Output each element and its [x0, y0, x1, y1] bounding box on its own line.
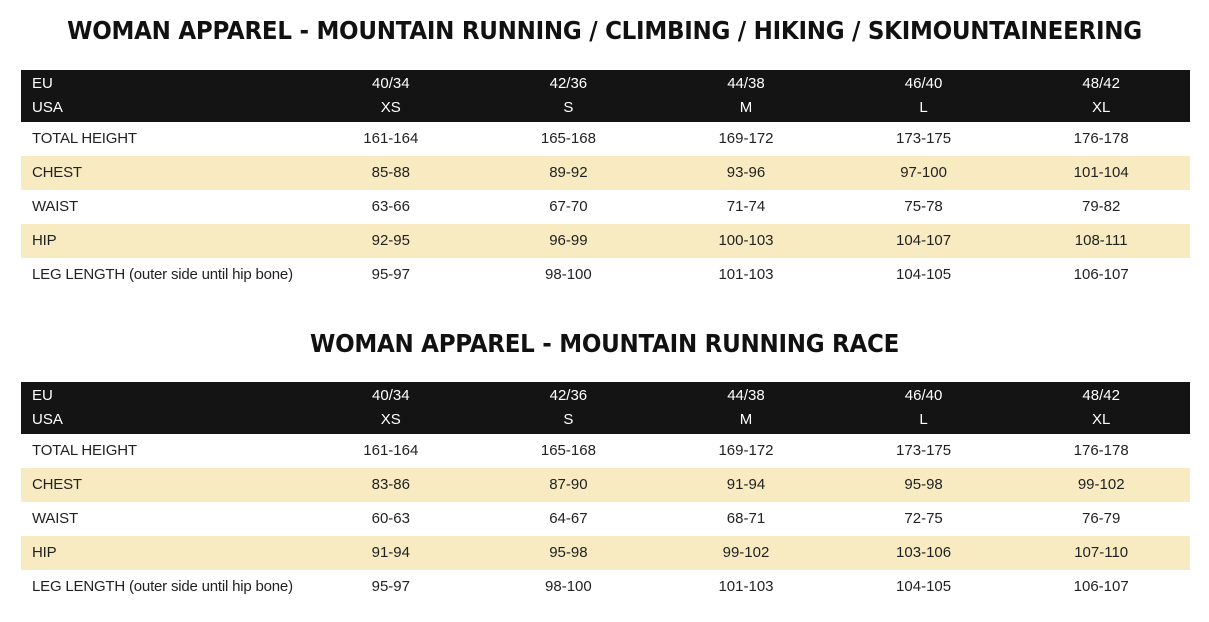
measurement-value: 96-99 [480, 224, 658, 258]
table-row [21, 156, 1190, 190]
eu-label: EU [32, 387, 53, 404]
measurement-value: 95-97 [371, 578, 410, 595]
measurement-label: LEG LENGTH (outer side until hip bone) [32, 578, 293, 595]
eu-size: 44/38 [727, 75, 765, 92]
eu-size: 40/34 [372, 387, 410, 404]
measurement-value: 104-107 [835, 224, 1013, 258]
table-row [21, 190, 1190, 224]
measurement-value: 89-92 [480, 156, 658, 190]
usa-size: XS [380, 99, 401, 116]
measurement-value: 75-78 [904, 198, 943, 215]
usa-size: L [919, 99, 928, 116]
size-column-header [835, 70, 1013, 122]
measurement-label: WAIST [32, 510, 78, 527]
measurement-value: 161-164 [363, 442, 419, 459]
measurement-value: 161-164 [363, 130, 419, 147]
measurement-value: 176-178 [1073, 442, 1129, 459]
size-table [21, 70, 1190, 292]
usa-label: USA [32, 99, 63, 116]
measurement-value: 63-66 [371, 198, 410, 215]
measurement-value: 71-74 [726, 198, 766, 215]
measurement-value: 97-100 [835, 156, 1013, 190]
measurement-value: 85-88 [302, 156, 480, 190]
usa-size: M [739, 99, 753, 116]
table-row [21, 258, 1190, 292]
measurement-value: 95-98 [835, 468, 1013, 502]
measurement-label: WAIST [32, 198, 78, 215]
size-column-header [1012, 70, 1190, 122]
eu-size: 42/36 [549, 75, 588, 92]
eu-label: EU [32, 75, 53, 92]
eu-size: 46/40 [904, 75, 943, 92]
measurement-value: 103-106 [835, 536, 1013, 570]
measurement-value: 106-107 [1073, 266, 1129, 283]
eu-size: 46/40 [904, 387, 943, 404]
measurement-label: TOTAL HEIGHT [32, 130, 137, 147]
table-row [21, 570, 1190, 604]
measurement-value: 72-75 [904, 510, 943, 527]
measurement-value: 95-98 [480, 536, 658, 570]
measurement-label: HIP [21, 224, 302, 258]
size-column-header [835, 382, 1013, 434]
eu-size: 44/38 [727, 387, 765, 404]
measurement-value: 79-82 [1082, 198, 1121, 215]
measurement-label: LEG LENGTH (outer side until hip bone) [32, 266, 293, 283]
measurement-value: 169-172 [718, 130, 774, 147]
measurement-value: 99-102 [657, 536, 835, 570]
table-row [21, 224, 1190, 258]
measurement-value: 87-90 [480, 468, 658, 502]
size-column-header [302, 382, 480, 434]
header-label-cell [21, 382, 302, 434]
eu-size: 42/36 [549, 387, 588, 404]
measurement-value: 64-67 [549, 510, 588, 527]
measurement-value: 99-102 [1012, 468, 1190, 502]
measurement-value: 101-103 [718, 578, 774, 595]
measurement-value: 98-100 [545, 266, 592, 283]
size-column-header [480, 70, 658, 122]
measurement-value: 68-71 [726, 510, 766, 527]
measurement-value: 93-96 [657, 156, 835, 190]
measurement-value: 169-172 [718, 442, 774, 459]
measurement-value: 67-70 [549, 198, 588, 215]
size-column-header [480, 382, 658, 434]
table-row [21, 434, 1190, 468]
measurement-value: 165-168 [540, 130, 596, 147]
measurement-value: 92-95 [302, 224, 480, 258]
measurement-value: 83-86 [302, 468, 480, 502]
usa-size: XL [1092, 99, 1111, 116]
measurement-value: 165-168 [540, 442, 596, 459]
size-column-header [657, 382, 835, 434]
usa-label: USA [32, 411, 63, 428]
measurement-value: 104-105 [896, 266, 952, 283]
eu-size: 40/34 [372, 75, 410, 92]
measurement-value: 91-94 [657, 468, 835, 502]
table-row [21, 122, 1190, 156]
measurement-value: 98-100 [545, 578, 592, 595]
table-row [21, 502, 1190, 536]
measurement-value: 108-111 [1012, 224, 1190, 258]
size-column-header [302, 70, 480, 122]
measurement-value: 107-110 [1012, 536, 1190, 570]
eu-size: 48/42 [1082, 75, 1120, 92]
usa-size: M [739, 411, 753, 428]
measurement-value: 104-105 [896, 578, 952, 595]
table-row [21, 468, 1190, 502]
measurement-value: 60-63 [371, 510, 410, 527]
measurement-label: CHEST [21, 156, 302, 190]
table-header-row [21, 382, 1190, 434]
measurement-label: CHEST [21, 468, 302, 502]
measurement-value: 95-97 [371, 266, 410, 283]
measurement-value: 101-104 [1012, 156, 1190, 190]
table-row [21, 536, 1190, 570]
measurement-value: 76-79 [1082, 510, 1121, 527]
measurement-value: 100-103 [657, 224, 835, 258]
table-header-row [21, 70, 1190, 122]
usa-size: XS [380, 411, 401, 428]
section-title: WOMAN APPAREL - MOUNTAIN RUNNING RACE [309, 329, 900, 358]
usa-size: L [919, 411, 928, 428]
measurement-value: 173-175 [896, 130, 952, 147]
eu-size: 48/42 [1082, 387, 1120, 404]
usa-size: S [563, 411, 574, 428]
usa-size: XL [1092, 411, 1111, 428]
measurement-value: 106-107 [1073, 578, 1129, 595]
size-column-header [1012, 382, 1190, 434]
size-table [21, 382, 1190, 604]
measurement-label: TOTAL HEIGHT [32, 442, 137, 459]
measurement-value: 173-175 [896, 442, 952, 459]
measurement-value: 101-103 [718, 266, 774, 283]
section-title: WOMAN APPAREL - MOUNTAIN RUNNING / CLIMBING / HIKING / SKIMOUNTAINEERING [67, 16, 1142, 45]
measurement-value: 176-178 [1073, 130, 1129, 147]
measurement-label: HIP [21, 536, 302, 570]
measurement-value: 91-94 [302, 536, 480, 570]
header-label-cell [21, 70, 302, 122]
size-column-header [657, 70, 835, 122]
usa-size: S [563, 99, 574, 116]
